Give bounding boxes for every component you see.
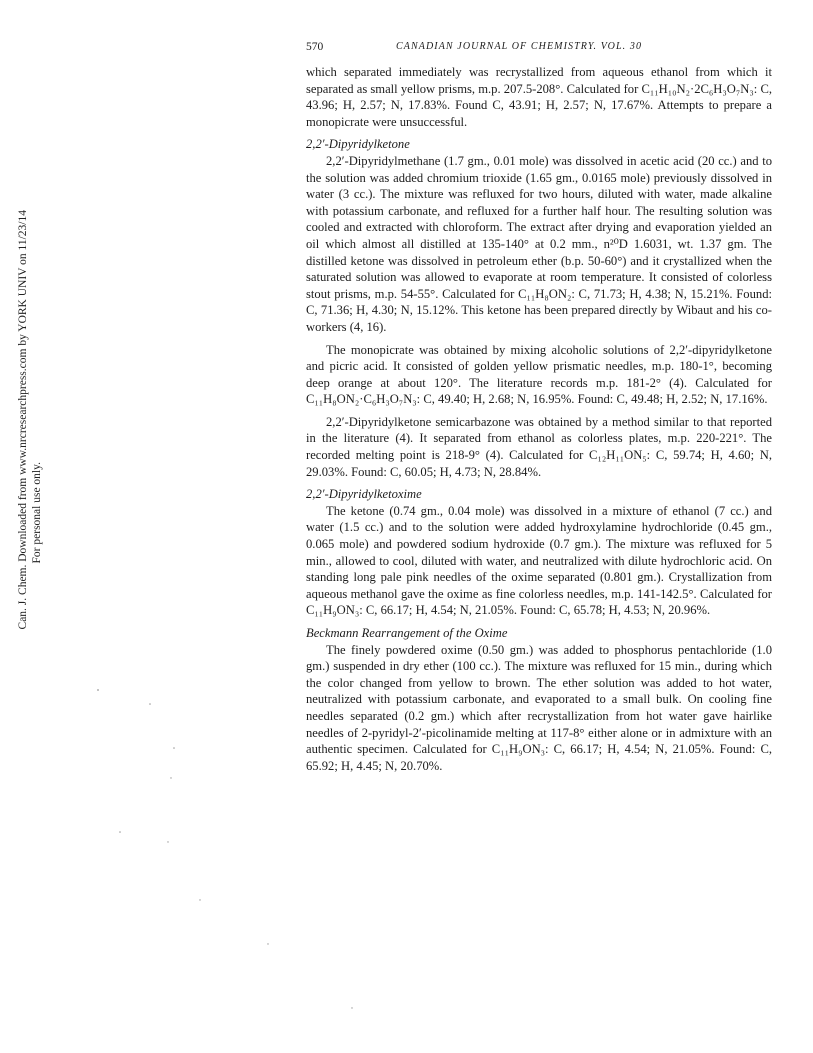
section-heading-beckmann: Beckmann Rearrangement of the Oxime [306, 626, 508, 640]
page-number: 570 [306, 41, 324, 53]
download-notice-line-2: For personal use only. [31, 462, 43, 564]
paragraph-monopicrate: The monopicrate was obtained by mixing alcoholic solutions of 2,2′-dipyridylketone and picric acid. It consisted of golden yellow prismatic needles, m.p. 180-1°, becoming deep orange at about 120°. The literature records m.p. 181-2° (4). Calculated for C₁₁H₈ON₂·C₆H₃O₇N₃: C, 49.40; H, 2.68; N, 16.95%. Found: C, 49.48; H, 2.52; N, 17.16%. [306, 342, 772, 407]
journal-title: CANADIAN JOURNAL OF CHEMISTRY. VOL. 30 [396, 41, 643, 52]
paragraph-ketone-preparation: 2,2′-Dipyridylmethane (1.7 gm., 0.01 mole) was dissolved in acetic acid (20 cc.) and to the solution was added chromium trioxide (1.65 gm., 0.0165 mole) previously dissolved in water (3 cc.). The mixture was refluxed for two hours, diluted with water, made alkaline with potassium carbonate, and refluxed for a further half hour. The resulting solution was cooled and extracted with chloroform. The extract after drying and evaporation yielded an oil which almost all distilled at 135-140° at 0.2 mm., n²⁰D 1.6031, wt. 1.37 gm. The distilled ketone was dissolved in petroleum ether (b.p. 50-60°) and it crystallized when the saturated solution was allowed to evaporate at room temperature. It consisted of colorless stout prisms, m.p. 54-55°. Calculated for C₁₁H₈ON₂: C, 71.73; H, 4.38; N, 15.21%. Found: C, 71.36; H, 4.30; N, 15.12%. This ketone has been prepared directly by Wibaut and his co-workers (4, 16). [306, 153, 772, 334]
download-notice-line-1: Can. J. Chem. Downloaded from www.nrcresearchpress.com by YORK UNIV on 11/23/14 [17, 210, 29, 630]
section-heading-dipyridylketone: 2,2′-Dipyridylketone [306, 137, 410, 152]
paragraph-oxime-preparation: The ketone (0.74 gm., 0.04 mole) was dissolved in a mixture of ethanol (7 cc.) and water (1.5 cc.) and to the solution were added hydroxylamine hydrochloride (0.45 gm., 0.065 mole) and powdered sodium hydroxide (0.7 gm.). The mixture was refluxed for 5 min., allowed to cool, diluted with water, and neutralized with dilute hydrochloric acid. On standing long pale pink needles of the oxime separated (0.801 gm.). Crystallization from aqueous methanol gave the oxime as fine colorless needles, m.p. 141-142.5°. Calculated for C₁₁H₉ON₃: C, 66.17; H, 4.54; N, 21.05%. Found: C, 65.78; H, 4.53; N, 20.96%. [306, 503, 772, 618]
paragraph-picrate-continuation: which separated immediately was recrystallized from aqueous ethanol from which it separated as small yellow prisms, m.p. 207.5-208°. Calculated for C₁₁H₁₀N₂·2C₆H₃O₇N₃: C, 43.96; H, 2.57; N, 17.83%. Found C, 43.91; H, 2.57; N, 17.67%. Attempts to prepare a monopicrate were unsuccessful. [306, 65, 772, 129]
paragraph-beckmann-rearrangement: The finely powdered oxime (0.50 gm.) was added to phosphorus pentachloride (1.0 gm.) suspended in dry ether (100 cc.). The mixture was refluxed for 15 min., during which the color changed from yellow to brown. The ether solution was added to hot water, neutralized with potassium carbonate, and evaporated to a small bulk. On cooling fine needles separated (0.2 gm.) which after recrystallization from hot water gave hairlike needles of 2-pyridyl-2′-picolinamide melting at 117-8° either alone or in admixture with an authentic specimen. Calculated for C₁₁H₉ON₃: C, 66.17; H, 4.54; N, 21.05%. Found: C, 65.92; H, 4.45; N, 20.70%. [306, 642, 772, 773]
section-heading-ketoxime: 2,2′-Dipyridylketoxime [306, 487, 422, 502]
paragraph-semicarbazone: 2,2′-Dipyridylketone semicarbazone was obtained by a method similar to that reported in the literature (4). It separated from ethanol as colorless plates, m.p. 220-221°. The recorded melting point is 218-9° (4). Calculated for C₁₂H₁₁ON₅: C, 59.74; H, 4.60; N, 29.03%. Found: C, 60.05; H, 4.73; N, 28.84%. [306, 414, 772, 479]
